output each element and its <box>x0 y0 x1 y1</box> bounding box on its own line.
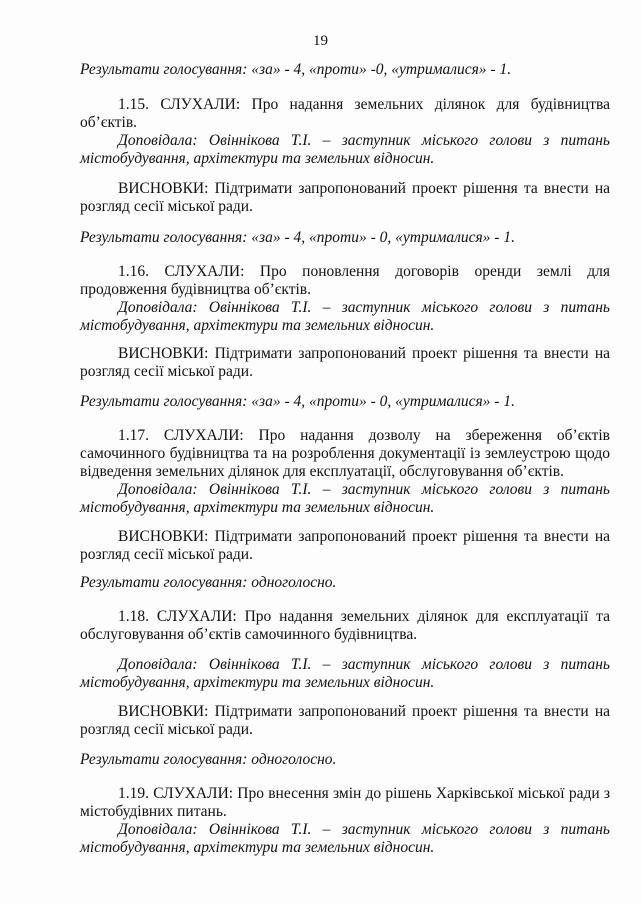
speaker-1-15-line1: Доповідала: Овіннікова Т.І. – заступник міського голови з питань <box>118 132 610 149</box>
speaker-1-19-line2: містобудування, архітектури та земельних відносин. <box>80 839 435 856</box>
conclusion-1-16-line2: розгляд сесії міської ради. <box>80 363 253 380</box>
heard-1-15-line2: об’єктів. <box>80 114 138 131</box>
vote-result-previous: Результати голосування: «за» - 4, «проти» -0, «утрималися» - 1. <box>80 61 512 78</box>
conclusion-1-17-line1: ВИСНОВКИ: Підтримати запропонований проект рішення та внести на <box>118 528 610 545</box>
conclusion-1-18-line2: розгляд сесії міської ради. <box>80 721 253 738</box>
heard-1-19-line2: містобудівних питань. <box>80 803 227 820</box>
speaker-1-16-line1: Доповідала: Овіннікова Т.І. – заступник міського голови з питань <box>118 299 610 316</box>
heard-1-17-line1: 1.17. СЛУХАЛИ: Про надання дозволу на збереження об’єктів <box>118 427 610 444</box>
speaker-1-16-line2: містобудування, архітектури та земельних відносин. <box>80 317 435 334</box>
heard-1-15-line1: 1.15. СЛУХАЛИ: Про надання земельних ділянок для будівництва <box>118 96 610 113</box>
page-number: 19 <box>313 33 328 49</box>
conclusion-1-17-line2: розгляд сесії міської ради. <box>80 546 253 563</box>
vote-result-1-15: Результати голосування: «за» - 4, «проти» - 0, «утрималися» - 1. <box>80 229 515 246</box>
conclusion-1-15-line1: ВИСНОВКИ: Підтримати запропонований проект рішення та внести на <box>118 180 610 197</box>
conclusion-1-18-line1: ВИСНОВКИ: Підтримати запропонований проект рішення та внести на <box>118 703 610 720</box>
heard-1-19-line1: 1.19. СЛУХАЛИ: Про внесення змін до рішень Харківської міської ради з <box>118 785 610 802</box>
speaker-1-17-line2: містобудування, архітектури та земельних відносин. <box>80 499 435 516</box>
speaker-1-18-line2: містобудування, архітектури та земельних відносин. <box>80 674 435 691</box>
speaker-1-15-line2: містобудування, архітектури та земельних відносин. <box>80 150 435 167</box>
speaker-1-17-line1: Доповідала: Овіннікова Т.І. – заступник міського голови з питань <box>118 481 610 498</box>
speaker-1-19-line1: Доповідала: Овіннікова Т.І. – заступник міського голови з питань <box>118 821 610 838</box>
conclusion-1-15-line2: розгляд сесії міської ради. <box>80 198 253 215</box>
heard-1-18-line2: обслуговування об’єктів самочинного будівництва. <box>80 626 418 643</box>
vote-result-1-17: Результати голосування: одноголосно. <box>80 574 337 591</box>
heard-1-17-line3: відведення земельних ділянок для експлуатації, обслуговування об’єктів. <box>80 463 564 480</box>
vote-result-1-16: Результати голосування: «за» - 4, «проти» - 0, «утрималися» - 1. <box>80 393 515 410</box>
heard-1-17-line2: самочинного будівництва та на розроблення документації із землеустрою щодо <box>80 445 610 462</box>
vote-result-1-18: Результати голосування: одноголосно. <box>80 751 337 768</box>
speaker-1-18-line1: Доповідала: Овіннікова Т.І. – заступник міського голови з питань <box>118 656 610 673</box>
heard-1-18-line1: 1.18. СЛУХАЛИ: Про надання земельних ділянок для експлуатації та <box>118 608 610 625</box>
heard-1-16-line1: 1.16. СЛУХАЛИ: Про поновлення договорів оренди землі для <box>118 263 610 280</box>
heard-1-16-line2: продовження будівництва об’єктів. <box>80 281 311 298</box>
conclusion-1-16-line1: ВИСНОВКИ: Підтримати запропонований проект рішення та внести на <box>118 345 610 362</box>
